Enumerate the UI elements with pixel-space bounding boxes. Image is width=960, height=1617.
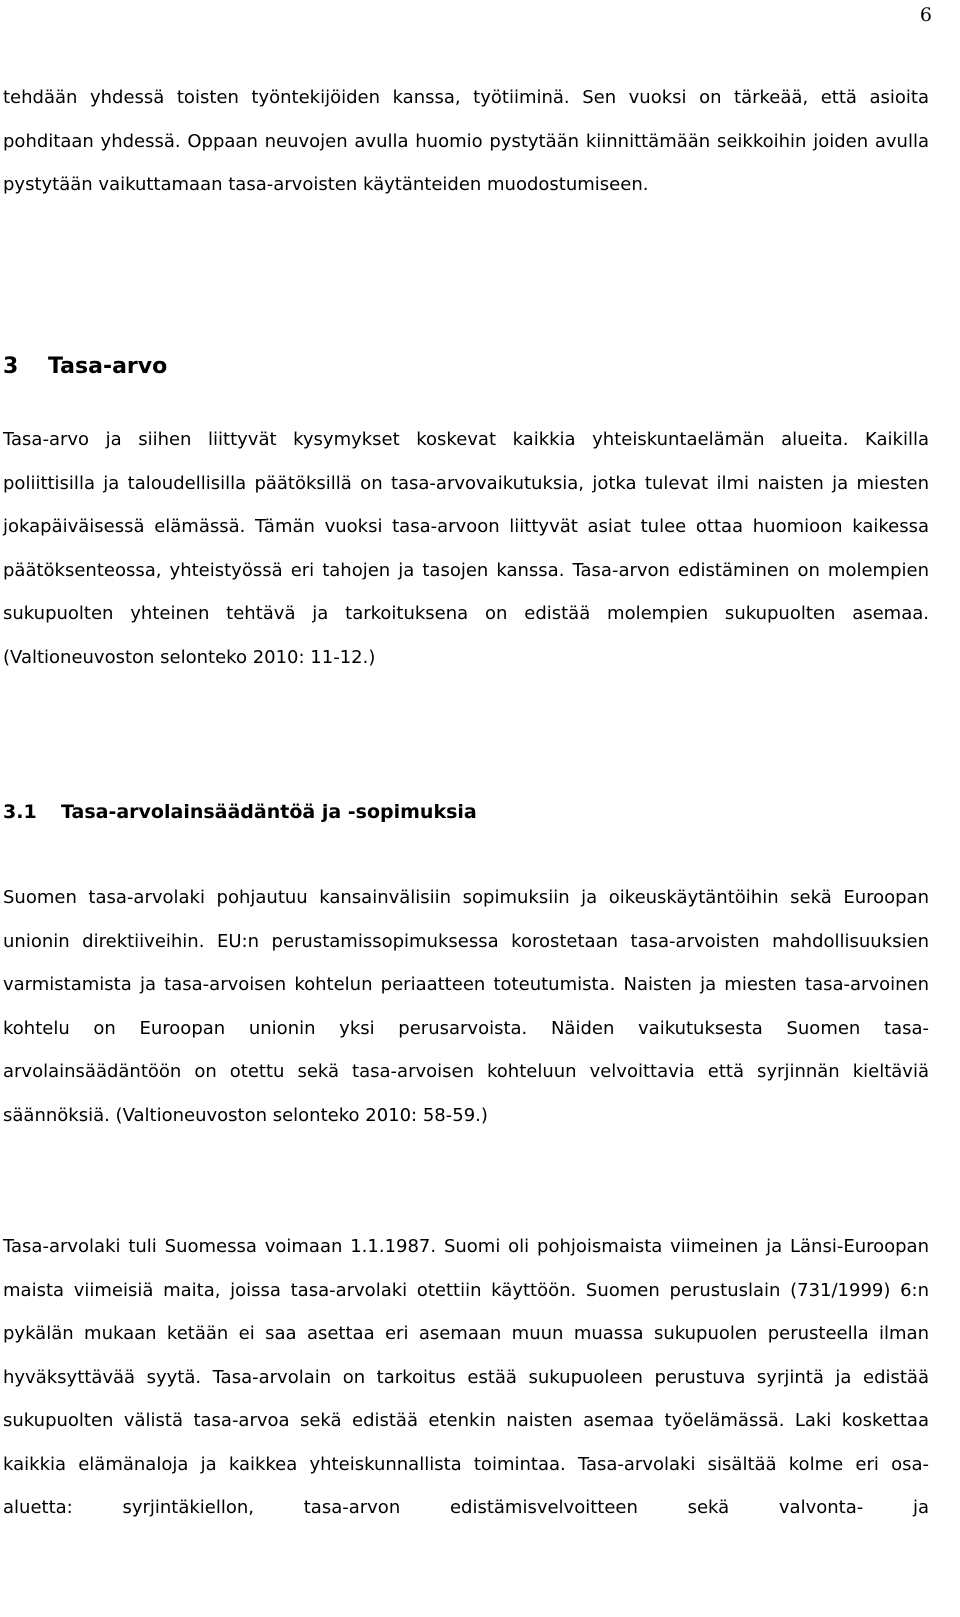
subsection-paragraph-2: Tasa-arvolaki tuli Suomessa voimaan 1.1.1987. Suomi oli pohjoismaista viimeinen ja Länsi-Euroopan maista viimeisiä maita, joissa tasa-arvolaki otettiin käyttöön. Suomen perustuslain (731/1999) 6:n pykälän mukaan ketään ei saa asettaa eri asemaan muun muassa sukupuolen perusteella ilman hyväksyttävää syytä. Tasa-arvolain on tarkoitus estää sukupuoleen perustuva syrjintä ja edistää sukupuolten välistä tasa-arvoa sekä edistää etenkin naisten asemaa työelämässä. Laki koskettaa kaikkia elämänaloja ja kaikkea yhteiskunnallista toimintaa. Tasa-arvolaki sisältää kolme eri osa-aluetta: syrjintäkiellon, tasa-arvon edistämisvelvoitteen sekä valvonta- ja <box>3 1236 929 1518</box>
section-title: Tasa-arvo <box>48 354 168 379</box>
subsection-paragraph-1: Suomen tasa-arvolaki pohjautuu kansainvälisiin sopimuksiin ja oikeuskäytäntöihin sekä Euroopan unionin direktiiveihin. EU:n perustamissopimuksessa korostetaan tasa-arvoisten mahdollisuuksien varmistamista ja tasa-arvoisen kohtelun periaatteen toteutumista. Naisten ja miesten tasa-arvoinen kohtelu on Euroopan unionin yksi perusarvoista. Näiden vaikutuksesta Suomen tasa-arvolainsäädäntöön on otettu sekä tasa-arvoisen kohteluun velvoittavia että syrjinnän kieltäviä säännöksiä. (Valtioneuvoston selonteko 2010: 58-59.) <box>3 887 929 1126</box>
section-paragraph: Tasa-arvo ja siihen liittyvät kysymykset koskevat kaikkia yhteiskuntaelämän alueita. Kaikilla poliittisilla ja taloudellisilla päätöksillä on tasa-arvovaikutuksia, jotka tulevat ilmi naisten ja miesten jokapäiväisessä elämässä. Tämän vuoksi tasa-arvoon liittyvät asiat tulee ottaa huomioon kaikessa päätöksenteossa, yhteistyössä eri tahojen ja tasojen kanssa. Tasa-arvon edistäminen on molempien sukupuolten yhteinen tehtävä ja tarkoituksena on edistää molempien sukupuolten asemaa. (Valtioneuvoston selonteko 2010: 11-12.) <box>3 429 929 668</box>
intro-paragraph: tehdään yhdessä toisten työntekijöiden kanssa, työtiiminä. Sen vuoksi on tärkeää, että asioita pohditaan yhdessä. Oppaan neuvojen avulla huomio pystytään kiinnittämään seikkoihin joiden avulla pystytään vaikuttamaan tasa-arvoisten käytänteiden muodostumiseen. <box>3 87 929 195</box>
section-heading <box>3 345 167 389</box>
subsection-title: Tasa-arvolainsäädäntöä ja -sopimuksia <box>61 801 477 823</box>
section-number: 3 <box>3 354 19 379</box>
subsection-number: 3.1 <box>3 801 37 823</box>
page-number: 6 <box>919 4 932 26</box>
subsection-heading <box>3 790 477 834</box>
